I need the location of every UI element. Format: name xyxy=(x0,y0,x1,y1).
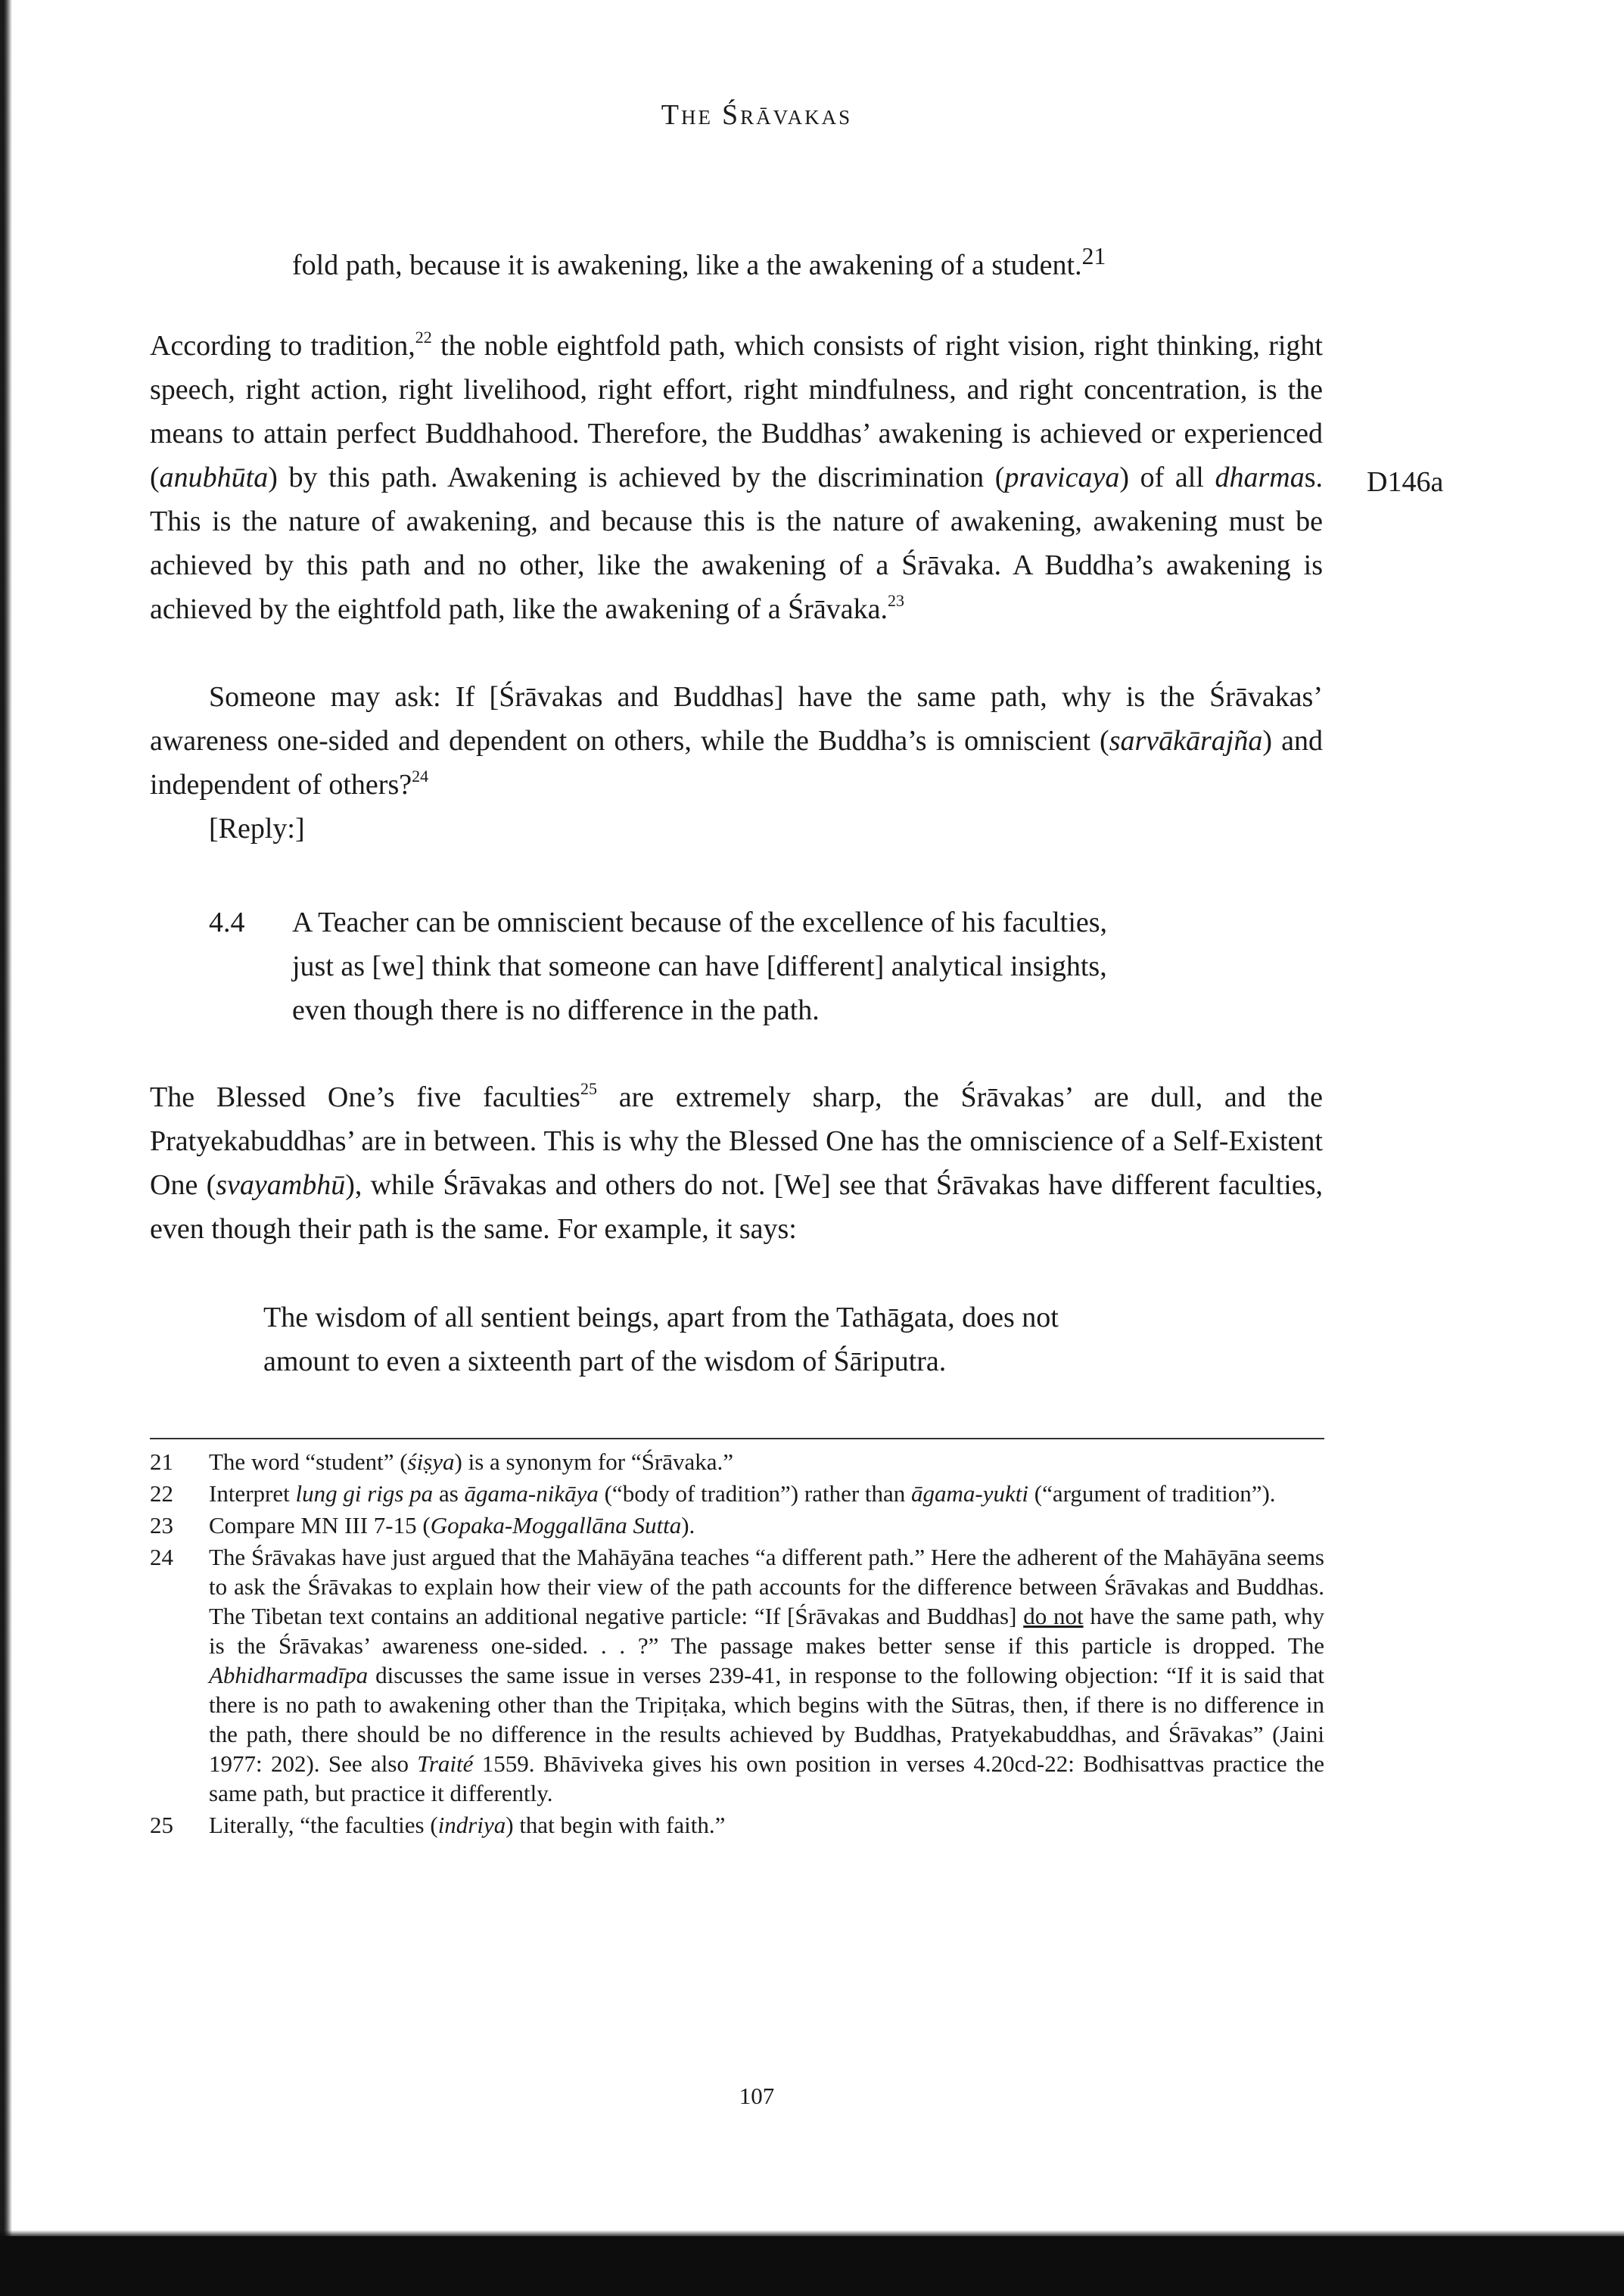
running-head-rest-2: rāvakas xyxy=(740,99,853,131)
fn23-text-1: Compare MN III 7-15 ( xyxy=(209,1512,431,1538)
fn24-text-3: discusses the same issue in verses 239-41, in response to the following objection: “If it is said that there is no path to awakening other than the Tripiṭaka, which begins with the Sūtras, then, if there is no difference in the path, there should be no difference in the results achieved by Buddhas, Pratyekabuddhas, and Śrāvakas” (Jaini 1977: 202). See also xyxy=(209,1662,1324,1777)
note-ref-21: 21 xyxy=(1081,243,1106,269)
fn25-text-1: Literally, “the faculties ( xyxy=(209,1812,438,1838)
running-head-rest-1: he xyxy=(681,99,714,131)
p3-text-2: are extremely sharp, the Śrāvakas’ are dull, and the Pratyekabuddhas’ are in between. This is why the Blessed One has the omniscience of a Self-Existent One ( xyxy=(150,1081,1323,1201)
fn21-text-1: The word “student” ( xyxy=(209,1448,408,1475)
footnote-number: 24 xyxy=(150,1544,173,1570)
fn24-text-4: 1559. Bhāviveka gives his own position in verses 4.20cd-22: Bodhisattvas practice the same path, but practice it differently. xyxy=(209,1750,1324,1806)
term-svayambhu: svayambhū xyxy=(216,1169,346,1201)
quote-line: The wisdom of all sentient beings, apart from the Tathāgata, does not xyxy=(263,1302,1059,1333)
p2-text-2: ) and independent of others? xyxy=(150,725,1323,801)
fn22-text-4: (“argument of tradition”). xyxy=(1028,1480,1276,1507)
running-head-initial-2: Ś xyxy=(722,99,741,131)
p1-text-1: According to tradition, xyxy=(150,330,415,362)
p1-text-3: ) by this path. Awakening is achieved by the discrimination ( xyxy=(268,462,1005,493)
term-sarvakarajna: sarvākārajña xyxy=(1109,725,1263,757)
footnote-number: 22 xyxy=(150,1480,173,1507)
fn24-term-1: Abhidharmadīpa xyxy=(209,1662,369,1688)
verse-text xyxy=(292,901,1276,1032)
fn23-text-2: ). xyxy=(681,1512,695,1538)
paragraph-question xyxy=(150,675,1323,807)
verse-line: even though there is no difference in the path. xyxy=(292,994,820,1026)
fn21-term: śiṣya xyxy=(407,1448,455,1475)
fn24-text-2: have the same path, why is the Śrāvakas’ awareness one-sided. . . ?” The passage makes better sense if this particle is dropped. The xyxy=(209,1603,1324,1659)
note-ref-24: 24 xyxy=(412,767,429,786)
running-head-initial-1: T xyxy=(661,99,682,131)
verse-line: A Teacher can be omniscient because of the excellence of his faculties, xyxy=(292,907,1108,938)
fn23-term: Gopaka-Moggallāna Sutta xyxy=(430,1512,682,1538)
scan-bottom-edge xyxy=(0,2236,1624,2296)
footnotes xyxy=(150,1447,1324,1842)
block-quote xyxy=(263,1296,1285,1383)
p1-text-5: s. This is the nature of awakening, and because this is the nature of awakening, awakening must be achieved by this path and no other, like the awakening of a Śrāvaka. A Buddha’s awakening is achieved by the eightfold path, like the awakening of a Śrāvaka. xyxy=(150,462,1323,625)
p1-text-4: ) of all xyxy=(1119,462,1215,493)
footnote-21 xyxy=(150,1447,1324,1476)
page-spine-edge xyxy=(0,0,12,2240)
carry-over-text: fold path, because it is awakening, like a the awakening of a student. xyxy=(292,249,1082,282)
note-ref-23: 23 xyxy=(887,591,904,610)
p3-text-1: The Blessed One’s five faculties xyxy=(150,1081,580,1113)
fn22-term-2: āgama-nikāya xyxy=(464,1480,599,1507)
footnote-number: 23 xyxy=(150,1512,173,1538)
note-ref-25: 25 xyxy=(580,1079,597,1098)
fn25-term: indriya xyxy=(437,1812,506,1838)
margin-reference: D146a xyxy=(1367,466,1444,498)
footnote-23 xyxy=(150,1510,1324,1540)
quote-line: amount to even a sixteenth part of the wisdom of Śāriputra. xyxy=(263,1346,947,1377)
fn22-term-1: lung gi rigs pa xyxy=(295,1480,434,1507)
term-pravicaya: pravicaya xyxy=(1004,462,1120,493)
fn22-text-2: as xyxy=(433,1480,465,1507)
paragraph-tradition xyxy=(150,324,1323,631)
fn24-text-1: The Śrāvakas have just argued that the Mahāyāna teaches “a different path.” Here the adherent of the Mahāyāna seems to ask the Śrāvakas to explain how their view of the path accounts for the difference between Śrāvakas and Buddhas. The Tibetan text contains an additional negative particle: “If [Śrāvakas and Buddhas] xyxy=(209,1544,1324,1629)
paragraph-faculties xyxy=(150,1075,1323,1251)
p3-text-3: ), while Śrāvakas and others do not. [We] see that Śrāvakas have different faculties, even though their path is the same. For example, it says: xyxy=(150,1169,1323,1245)
fn24-underlined: do not xyxy=(1023,1603,1084,1629)
verse-number: 4.4 xyxy=(209,907,245,938)
fn25-text-2: ) that begin with faith.” xyxy=(506,1812,726,1838)
fn22-text-1: Interpret xyxy=(209,1480,296,1507)
fn22-term-3: āgama-yukti xyxy=(911,1480,1028,1507)
footnote-22 xyxy=(150,1479,1324,1508)
verse-line: just as [we] think that someone can have [different] analytical insights, xyxy=(292,950,1107,982)
fn21-text-2: ) is a synonym for “Śrāvaka.” xyxy=(454,1448,733,1475)
note-ref-22: 22 xyxy=(415,328,432,347)
running-head xyxy=(0,98,1514,132)
p2-text-1: Someone may ask: If [Śrāvakas and Buddhas] have the same path, why is the Śrāvakas’ awareness one-sided and dependent on others, while the Buddha’s is omniscient ( xyxy=(150,681,1323,757)
p1-text-2: the noble eightfold path, which consists of right vision, right thinking, right speech, right action, right livelihood, right effort, right mindfulness, and right concentration, is the means to attain perfect Buddhahood. Therefore, the Buddhas’ awakening is achieved or experienced ( xyxy=(150,330,1323,493)
term-dharma: dharma xyxy=(1215,462,1305,493)
fn22-text-3: (“body of tradition”) rather than xyxy=(598,1480,912,1507)
carry-over-line xyxy=(292,235,1106,288)
fn24-term-2: Traité xyxy=(417,1750,474,1777)
page-number: 107 xyxy=(739,2083,775,2109)
footnote-rule xyxy=(150,1438,1324,1439)
footnote-24 xyxy=(150,1542,1324,1808)
footnote-number: 21 xyxy=(150,1448,173,1475)
footnote-number: 25 xyxy=(150,1812,173,1838)
reply-label: [Reply:] xyxy=(209,813,305,845)
term-anubhuta: anubhūta xyxy=(159,462,269,493)
footnote-25 xyxy=(150,1810,1324,1840)
